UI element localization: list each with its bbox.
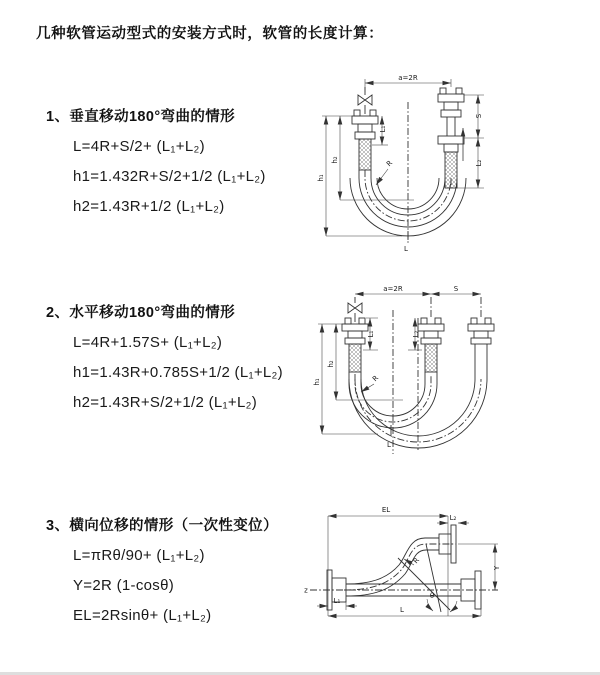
formula-line: EL=2Rsinθ+ (L₁+L₂) <box>73 606 212 624</box>
dim-label-r: R <box>411 556 422 566</box>
dim-label-theta: θ <box>429 592 435 600</box>
right-flange-moved <box>468 318 494 379</box>
centerline-mark: z <box>304 586 308 595</box>
dim-label-r: R <box>385 159 395 169</box>
dim-label-y: Y <box>493 565 501 571</box>
dim-label-el: EL <box>381 506 391 514</box>
dimension-lines <box>318 294 481 434</box>
dim-label-l: L <box>387 441 391 449</box>
dim-label-l2: L₂ <box>412 330 420 338</box>
dim-label-s: S <box>453 285 459 293</box>
dim-label-l2: L₂ <box>449 514 457 522</box>
section-1-heading: 1、垂直移动180°弯曲的情形 <box>46 109 236 125</box>
formula-line: h1=1.43R+0.785S+1/2 (L₁+L₂) <box>73 363 283 381</box>
formula-line: L=4R+S/2+ (L₁+L₂) <box>73 137 205 155</box>
formula-line: h2=1.43R+1/2 (L₁+L₂) <box>73 197 225 215</box>
section-vertical-move <box>46 100 346 221</box>
page-title: 几种软管运动型式的安装方式时，软管的长度计算： <box>36 26 384 42</box>
left-flange <box>352 110 378 170</box>
section-3-heading: 3、横向位移的情形（一次性变位） <box>46 518 278 534</box>
dim-label-s: S <box>475 113 483 119</box>
dim-label-h1: h₁ <box>317 174 325 182</box>
dim-label-h2: h₂ <box>327 360 335 368</box>
formula-line: Y=2R (1-cosθ) <box>73 576 175 594</box>
diagram-lateral-displacement <box>298 498 600 658</box>
formula-line: L=4R+1.57S+ (L₁+L₂) <box>73 333 223 351</box>
section-2-heading: 2、水平移动180°弯曲的情形 <box>46 305 236 321</box>
section-horizontal-move <box>46 296 346 417</box>
diagram-vertical-180-bend <box>310 66 595 263</box>
left-flange <box>342 318 368 372</box>
hose-u-assembly <box>342 297 494 454</box>
dim-label-l: L <box>400 606 404 614</box>
dim-label-a2r: a=2R <box>383 285 403 293</box>
formula-line: L=πRθ/90+ (L₁+L₂) <box>73 546 205 564</box>
formula-line: h1=1.432R+S/2+1/2 (L₁+L₂) <box>73 167 266 185</box>
dim-label-l: L <box>404 245 408 253</box>
dim-label-h1: h₁ <box>313 378 321 386</box>
dim-label-l1: L₁ <box>379 125 387 133</box>
middle-flange-original <box>418 318 444 372</box>
dim-label-l2: L₂ <box>475 159 483 167</box>
right-flange-moved <box>438 88 464 136</box>
dim-label-l1: L₁ <box>333 597 341 605</box>
dimension-lines <box>322 79 484 236</box>
dim-label-r: R <box>371 374 381 384</box>
dim-label-h2: h₂ <box>331 156 339 164</box>
dim-label-a2r: a=2R <box>398 74 418 82</box>
formula-line: h2=1.43R+S/2+1/2 (L₁+L₂) <box>73 393 258 411</box>
dim-label-l1: L₁ <box>367 330 375 338</box>
hose-u-assembly <box>350 87 466 244</box>
diagram-horizontal-180-bend <box>308 284 600 469</box>
